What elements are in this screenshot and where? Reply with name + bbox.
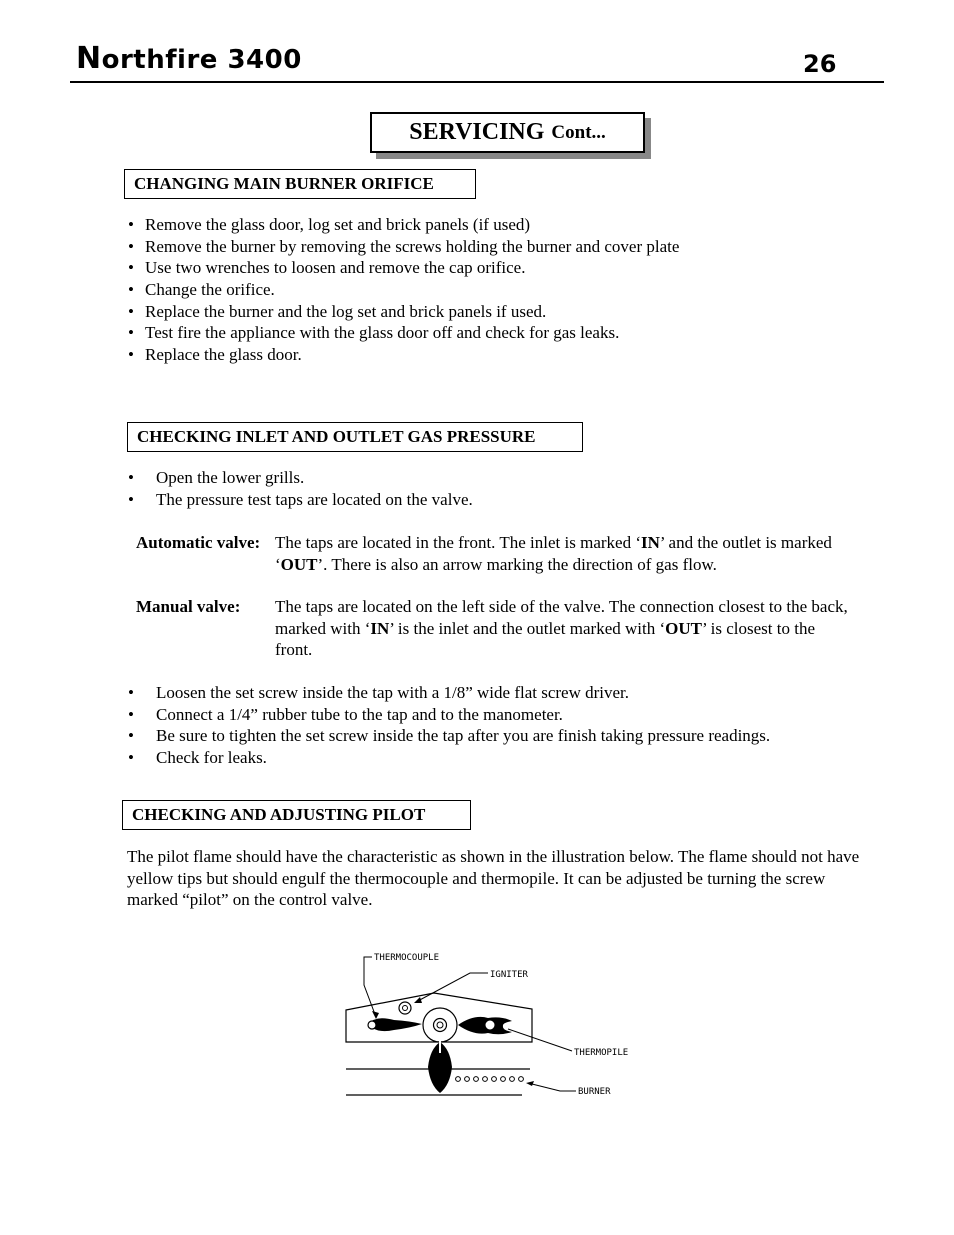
thermopile-leader	[508, 1029, 572, 1051]
igniter-leader	[416, 973, 488, 1002]
list-item: • Check for leaks.	[127, 747, 770, 769]
page-number: 26	[803, 50, 837, 78]
automatic-valve-label: Automatic valve:	[136, 533, 261, 552]
automatic-valve-text: The taps are located in the front. The inlet is marked ‘IN’ and the outlet is marked ‘OUT’. There is also an arrow marking the direction of gas flow.	[275, 533, 832, 574]
list-item: • The pressure test taps are located on the valve.	[127, 489, 473, 511]
igniter-tip	[403, 1006, 408, 1011]
banner-cont: Cont...	[551, 121, 606, 143]
pilot-flame-illustration	[310, 935, 660, 1125]
thermocouple-tip	[368, 1021, 376, 1029]
label-thermopile: THERMOPILE	[574, 1048, 629, 1058]
label-burner: BURNER	[578, 1087, 611, 1097]
burner-ports	[456, 1077, 524, 1082]
servicing-banner	[370, 112, 645, 153]
gas-pressure-steps-top	[127, 467, 473, 510]
list-item: • Be sure to tighten the set screw inside the tap after you are finish taking pressure readings.	[127, 725, 770, 747]
label-thermocouple: THERMOCOUPLE	[374, 953, 440, 963]
thermocouple-leader	[364, 957, 376, 1017]
list-item: • Remove the burner by removing the screws holding the burner and cover plate	[127, 236, 679, 258]
burner-leader	[528, 1083, 576, 1091]
section-heading-pilot: CHECKING AND ADJUSTING PILOT	[122, 800, 471, 830]
pilot-diagram	[310, 935, 660, 1125]
section-heading-burner-orifice: CHANGING MAIN BURNER ORIFICE	[124, 169, 476, 199]
banner-title: SERVICING	[409, 119, 545, 145]
list-item: • Connect a 1/4” rubber tube to the tap and to the manometer.	[127, 704, 770, 726]
manual-valve-text: The taps are located on the left side of the valve. The connection closest to the back, marked with ‘IN’ is the inlet and the outlet marked with ‘OUT’ is closest to the front.	[275, 597, 848, 660]
list-item: • Test fire the appliance with the glass door off and check for gas leaks.	[127, 322, 679, 344]
list-item: • Replace the burner and the log set and brick panels if used.	[127, 301, 679, 323]
pilot-port-inner	[437, 1022, 443, 1028]
list-item: • Change the orifice.	[127, 279, 679, 301]
header-rule	[70, 81, 884, 83]
thermopile-tip	[485, 1020, 495, 1030]
manual-valve-label: Manual valve:	[136, 597, 241, 616]
list-item: • Use two wrenches to loosen and remove the cap orifice.	[127, 257, 679, 279]
list-item: • Replace the glass door.	[127, 344, 679, 366]
label-igniter: IGNITER	[490, 970, 528, 980]
pilot-port-outer	[434, 1019, 447, 1032]
gas-pressure-steps-bottom	[127, 682, 770, 769]
section-heading-gas-pressure: CHECKING INLET AND OUTLET GAS PRESSURE	[127, 422, 583, 452]
igniter-shape	[399, 1002, 411, 1014]
document-title	[76, 41, 302, 76]
title-initial: N	[76, 41, 102, 76]
list-item: • Remove the glass door, log set and brick panels (if used)	[127, 214, 679, 236]
pilot-paragraph: The pilot flame should have the characteristic as shown in the illustration below. The flame should not have yellow tips but should engulf the thermocouple and thermopile. It can be adjusted be turning the screw marked “pilot” on the control valve.	[127, 847, 860, 910]
pilot-hood-outline	[346, 993, 532, 1042]
title-rest: orthfire 3400	[101, 45, 302, 75]
burner-orifice-steps	[127, 214, 679, 366]
list-item: • Loosen the set screw inside the tap with a 1/8” wide flat screw driver.	[127, 682, 770, 704]
pilot-body	[423, 1008, 457, 1042]
list-item: • Open the lower grills.	[127, 467, 473, 489]
